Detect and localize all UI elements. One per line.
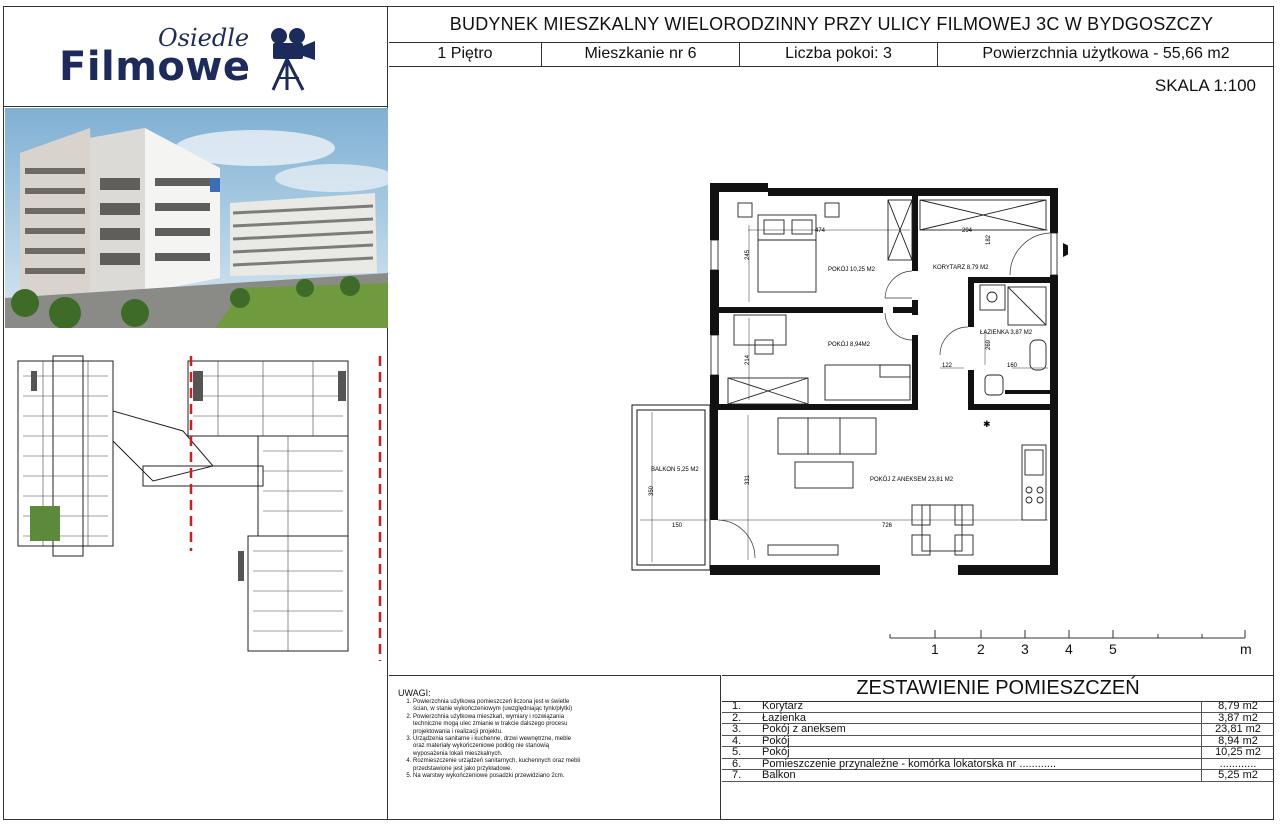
scale-bar [885, 628, 1255, 660]
scale-tick-1: 1 [931, 641, 939, 657]
row-area: 8,94 m2 [1202, 735, 1275, 747]
rooms-summary [722, 675, 1274, 821]
row-no: 2. [722, 712, 762, 724]
dim-182: 182 [986, 234, 992, 245]
left-column [3, 6, 388, 820]
brand-logo [3, 6, 387, 107]
row-name: Balkon [762, 770, 1202, 782]
label-lazienka: ŁAZIENKA 3,87 M2 [980, 330, 1033, 336]
camera-icon [265, 26, 317, 92]
floor-cell: 1 Piętro [389, 42, 542, 66]
row-no: 5. [722, 747, 762, 759]
row-name: Pokój z aneksem [762, 724, 1202, 736]
row-area: 23,81 m2 [1202, 724, 1275, 736]
building-render-image [5, 108, 388, 328]
row-name: Pokój [762, 747, 1202, 759]
label-pokoj-aneks: POKÓJ Z ANEKSEM 23,81 M2 [870, 477, 954, 483]
row-name: Łazienka [762, 712, 1202, 724]
row-no: 7. [722, 770, 762, 782]
label-pokoj-2: POKÓJ 8,94M2 [828, 342, 871, 348]
row-name: Pomieszczenie przynależne - komórka lokatorska nr ............ [762, 758, 1202, 770]
row-no: 1. [722, 701, 762, 712]
dim-160: 160 [1007, 363, 1018, 369]
notes-list [395, 699, 583, 780]
dim-214: 214 [745, 354, 751, 365]
label-balkon: BALKON 5,25 M2 [651, 467, 699, 473]
row-area: ............ [1202, 758, 1275, 770]
note-item: 4. Rozmieszczenie urządzeń sanitarnych, kuchennych oraz mebli przedstawione jest jako przykładowe. [413, 758, 583, 773]
notes-box [389, 675, 721, 820]
row-name: Korytarz [762, 701, 1202, 712]
row-name: Pokój [762, 735, 1202, 747]
table-row [722, 735, 1274, 747]
rooms-table [722, 701, 1274, 782]
table-row [722, 712, 1274, 724]
row-area: 5,25 m2 [1202, 770, 1275, 782]
dim-294: 294 [962, 228, 973, 234]
note-item: 5. Na warstwy wykończeniowe posadzki przewidziano 2cm. [413, 773, 583, 780]
note-item: 1. Powierzchnia użytkowa pomieszczeń liczona jest w świetle ścian, w stanie wykończeniowym (uwzględniając tynk/płytki) [413, 699, 583, 714]
label-pokoj-1: POKÓJ 10,25 M2 [828, 267, 876, 273]
scale-tick-2: 2 [977, 641, 985, 657]
dim-350: 350 [649, 485, 655, 496]
usable-area-cell: Powierzchnia użytkowa - 55,66 m2 [982, 45, 1230, 62]
label-korytarz: KORYTARZ 8,79 M2 [933, 265, 989, 271]
scale-tick-4: 4 [1065, 641, 1073, 657]
dim-474: 474 [815, 228, 826, 234]
dim-331: 331 [745, 474, 751, 485]
apartment-number-cell: Mieszkanie nr 6 [542, 42, 740, 66]
table-row [722, 701, 1274, 712]
site-plan-key [13, 351, 388, 661]
note-item: 2. Powierzchnia użytkowa mieszkań, wymiary i rozwiązania techniczne mogą ulec zmianie w trakcie dalszego procesu projektowania i realizacji projektu. [413, 714, 583, 736]
dim-269: 269 [986, 339, 992, 350]
rooms-count-cell: Liczba pokoi: 3 [740, 42, 938, 66]
vent-symbol: ✱ [983, 419, 991, 429]
row-no: 6. [722, 758, 762, 770]
scale-label: SKALA 1:100 [1154, 76, 1256, 95]
dim-726: 726 [882, 523, 893, 529]
floor-plan [628, 180, 1068, 580]
entrance-arrow [1063, 243, 1068, 257]
table-row [722, 724, 1274, 736]
row-area: 3,87 m2 [1202, 712, 1275, 724]
building-title: BUDYNEK MIESZKALNY WIELORODZINNY PRZY ULICY FILMOWEJ 3C W BYDGOSZCZY [389, 6, 1274, 43]
table-row [722, 758, 1274, 770]
scale-unit: m [1240, 641, 1252, 657]
row-area: 8,79 m2 [1202, 701, 1275, 712]
dim-150: 150 [672, 523, 683, 529]
scale-tick-5: 5 [1109, 641, 1117, 657]
table-row [722, 770, 1274, 782]
table-row [722, 747, 1274, 759]
logo-script-text: Osiedle [158, 24, 250, 52]
dim-245: 245 [745, 249, 751, 260]
logo-name-text: Filmowe [59, 44, 251, 90]
apartment-info-row [389, 42, 1274, 67]
scale-tick-3: 3 [1021, 641, 1029, 657]
dim-122: 122 [942, 363, 953, 369]
row-area: 10,25 m2 [1202, 747, 1275, 759]
rooms-summary-title: ZESTAWIENIE POMIESZCZEŃ [722, 676, 1274, 702]
notes-heading: UWAGI: [398, 688, 431, 698]
note-item: 3. Urządzenia sanitarne i kuchenne, drzwi wewnętrzne, meble oraz materiały wykończeniowe podłóg nie stanowią wyposażenia lokali mieszkalnych. [413, 736, 583, 758]
row-no: 3. [722, 724, 762, 736]
row-no: 4. [722, 735, 762, 747]
site-highlight [30, 506, 60, 541]
